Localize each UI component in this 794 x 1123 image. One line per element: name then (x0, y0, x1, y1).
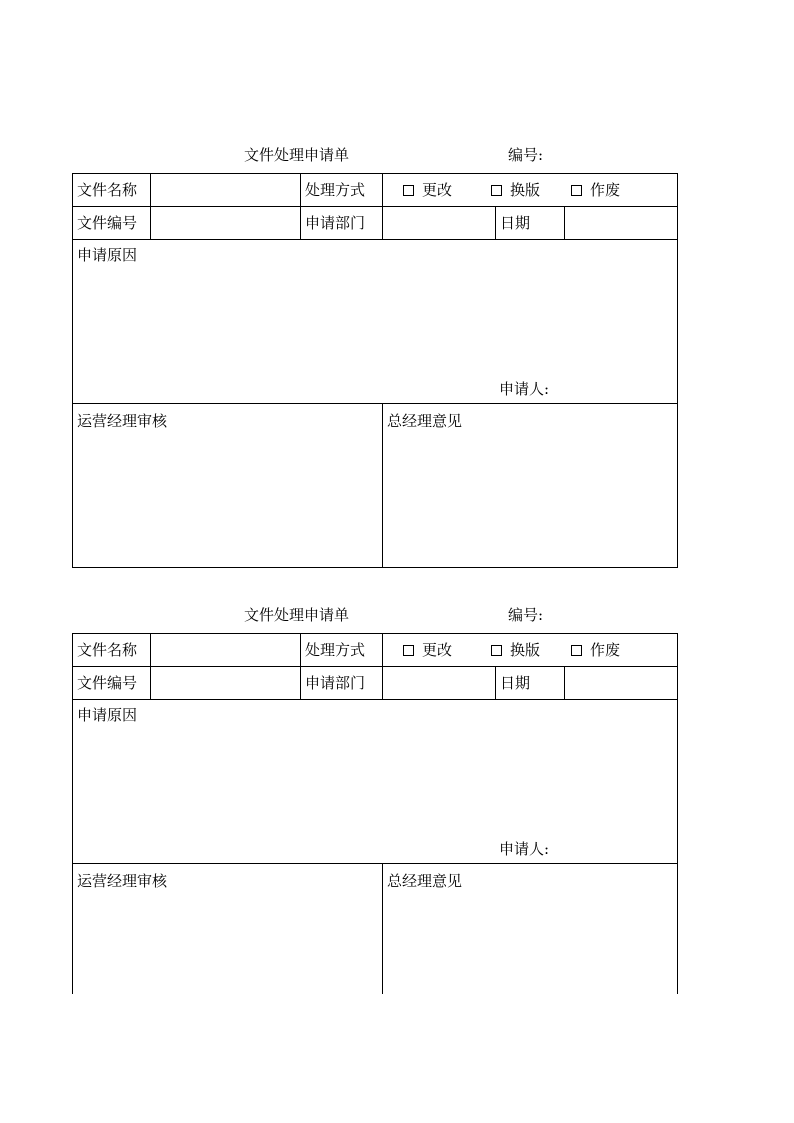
option-modify[interactable]: 更改 (403, 174, 452, 206)
row-file-name (73, 634, 677, 667)
file-number-field[interactable] (151, 207, 300, 239)
applicant-label: 申请人: (499, 380, 550, 398)
date-field[interactable] (565, 667, 677, 699)
department-label: 申请部门 (305, 214, 366, 232)
gm-opinion-label: 总经理意见 (387, 412, 463, 430)
file-number-label: 文件编号 (77, 214, 138, 232)
reason-label: 申请原因 (77, 246, 138, 264)
date-label: 日期 (500, 674, 531, 692)
option-void[interactable]: 作废 (571, 174, 620, 206)
date-label: 日期 (500, 214, 531, 232)
file-name-label: 文件名称 (77, 641, 138, 659)
date-field[interactable] (565, 207, 677, 239)
form-title: 文件处理申请单 (244, 606, 350, 624)
option-void[interactable]: 作废 (571, 634, 620, 666)
request-form (72, 140, 678, 568)
ops-manager-label: 运营经理审核 (77, 412, 168, 430)
department-label: 申请部门 (305, 674, 366, 692)
reason-section[interactable] (73, 700, 677, 864)
gm-opinion-box[interactable] (382, 864, 677, 994)
option-revision[interactable]: 换版 (491, 634, 540, 666)
serial-number-label: 编号: (508, 146, 544, 164)
request-form (72, 600, 678, 994)
form-header (72, 140, 678, 173)
form-table (72, 173, 678, 568)
row-file-number (73, 667, 677, 700)
review-section (73, 404, 677, 567)
ops-manager-label: 运营经理审核 (77, 872, 168, 890)
checkbox-icon (571, 185, 582, 196)
checkbox-icon (403, 645, 414, 656)
ops-manager-review-box[interactable] (73, 864, 382, 994)
reason-section[interactable] (73, 240, 677, 404)
department-field[interactable] (383, 667, 495, 699)
file-number-label: 文件编号 (77, 674, 138, 692)
row-file-name (73, 174, 677, 207)
process-method-label: 处理方式 (305, 181, 366, 199)
serial-number-label: 编号: (508, 606, 544, 624)
gm-opinion-label: 总经理意见 (387, 872, 463, 890)
form-table (72, 633, 678, 994)
checkbox-icon (491, 645, 502, 656)
checkbox-icon (403, 185, 414, 196)
gm-opinion-box[interactable] (382, 404, 677, 567)
process-method-label: 处理方式 (305, 641, 366, 659)
checkbox-icon (571, 645, 582, 656)
applicant-label: 申请人: (499, 840, 550, 858)
option-revision[interactable]: 换版 (491, 174, 540, 206)
reason-label: 申请原因 (77, 706, 138, 724)
ops-manager-review-box[interactable] (73, 404, 382, 567)
form-title: 文件处理申请单 (244, 146, 350, 164)
file-name-field[interactable] (151, 174, 300, 206)
file-name-label: 文件名称 (77, 181, 138, 199)
form-header (72, 600, 678, 633)
review-section (73, 864, 677, 994)
file-number-field[interactable] (151, 667, 300, 699)
file-name-field[interactable] (151, 634, 300, 666)
department-field[interactable] (383, 207, 495, 239)
option-modify[interactable]: 更改 (403, 634, 452, 666)
checkbox-icon (491, 185, 502, 196)
row-file-number (73, 207, 677, 240)
